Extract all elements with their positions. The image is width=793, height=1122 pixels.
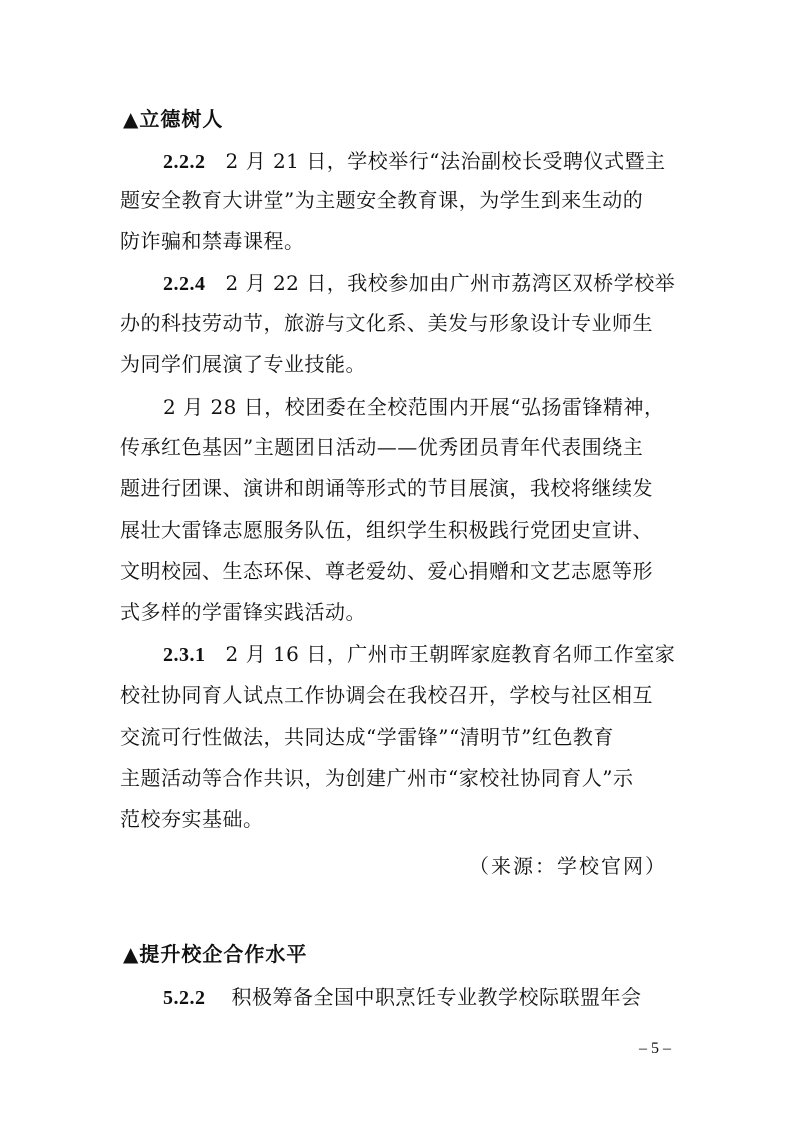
paragraph-line: 校社协同育人试点工作协调会在我校召开，学校与社区相互 <box>120 683 653 707</box>
paragraph-line: 题安全教育大讲堂”为主题安全教育课，为学生到来生动的 <box>120 188 644 212</box>
paragraph-line: 展壮大雷锋志愿服务队伍，组织学生积极践行党团史宣讲、 <box>120 518 653 542</box>
section-heading-xiao-qi-he-zuo: ▲提升校企合作水平 <box>123 942 308 966</box>
paragraph-line: 传承红色基因”主题团日活动——优秀团员青年代表围绕主 <box>120 435 644 459</box>
section-heading-li-de-shu-ren: ▲立德树人 <box>123 107 224 131</box>
paragraph-text: 2 月 16 日，广州市王朝晖家庭教育名师工作室家 <box>225 642 676 666</box>
paragraph-line <box>163 271 675 296</box>
paragraph-line <box>163 985 642 1010</box>
paragraph-line: 交流可行性做法，共同达成“学雷锋”“清明节”红色教育 <box>120 725 614 749</box>
item-number: 2.2.4 <box>163 273 206 295</box>
item-number: 2.3.1 <box>163 644 206 666</box>
paragraph-line: 2 月 28 日，校团委在全校范围内开展“弘扬雷锋精神， <box>163 395 665 419</box>
paragraph-line <box>163 149 665 174</box>
paragraph-line: 主题活动等合作共识，为创建广州市“家校社协同育人”示 <box>120 766 634 790</box>
paragraph-line: 题进行团课、演讲和朗诵等形式的节目展演，我校将继续发 <box>120 476 653 500</box>
page-number: – 5 – <box>639 1040 671 1057</box>
item-number: 5.2.2 <box>163 987 206 1009</box>
paragraph-text: 积极筹备全国中职烹饪专业教学校际联盟年会 <box>231 985 642 1009</box>
paragraph-line <box>163 642 675 667</box>
paragraph-line: 文明校园、生态环保、尊老爱幼、爱心捐赠和文艺志愿等形 <box>120 559 653 583</box>
paragraph-line: 防诈骗和禁毒课程。 <box>120 229 305 253</box>
item-number: 2.2.2 <box>163 151 206 173</box>
paragraph-line: 式多样的学雷锋实践活动。 <box>120 600 366 624</box>
source-note: （来源：学校官网） <box>469 854 667 878</box>
paragraph-line: 办的科技劳动节，旅游与文化系、美发与形象设计专业师生 <box>120 311 653 335</box>
paragraph-line: 范校夯实基础。 <box>120 807 264 831</box>
paragraph-text: 2 月 22 日，我校参加由广州市荔湾区双桥学校举 <box>225 271 676 295</box>
paragraph-text: 2 月 21 日，学校举行“法治副校长受聘仪式暨主 <box>225 149 666 173</box>
paragraph-line: 为同学们展演了专业技能。 <box>120 352 366 376</box>
